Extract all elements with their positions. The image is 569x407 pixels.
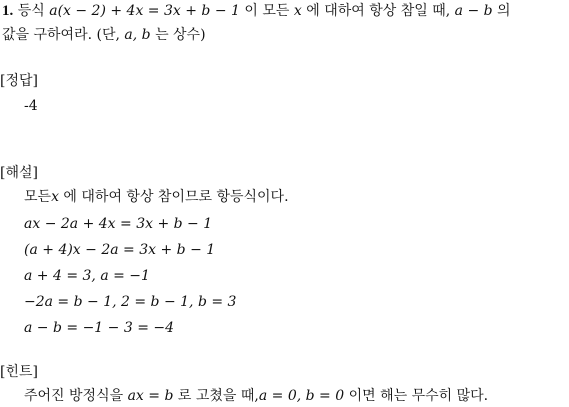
problem-text: 값을 구하여라. (단, xyxy=(2,27,120,43)
problem-equation: a(x − 2) + 4x = 3x + b − 1 xyxy=(49,3,240,19)
explanation-step: a − b = −1 − 3 = −4 xyxy=(24,320,175,336)
hint-condition: a = 0, b = 0 xyxy=(258,388,345,404)
explanation-label: [해설] xyxy=(0,165,38,181)
hint-label: [힌트] xyxy=(0,364,38,380)
problem-line-2 xyxy=(2,26,206,44)
explanation-text: 에 대하여 항상 참이므로 항등식이다. xyxy=(63,189,289,205)
problem-number: 1. xyxy=(2,3,14,19)
hint-text: 주어진 방정식을 xyxy=(24,388,124,404)
explanation-step: a + 4 = 3, a = −1 xyxy=(24,268,150,284)
problem-line-1 xyxy=(2,2,511,20)
hint-equation: ax = b xyxy=(127,388,174,404)
hint-text: 이면 해는 무수히 많다. xyxy=(348,388,489,404)
hint-text: 로 고쳤을 때, xyxy=(177,388,259,404)
problem-text: 이 모든 xyxy=(244,3,290,19)
problem-text: 에 대하여 항상 참일 때, xyxy=(306,3,451,19)
problem-text: 는 상수) xyxy=(155,27,206,43)
explanation-step: ax − 2a + 4x = 3x + b − 1 xyxy=(24,216,213,232)
problem-text: 등식 xyxy=(17,3,45,19)
problem-expression: a − b xyxy=(454,3,493,19)
explanation-step: −2a = b − 1, 2 = b − 1, b = 3 xyxy=(24,294,237,310)
problem-variable: x xyxy=(293,3,302,19)
answer-label: [정답] xyxy=(0,73,38,89)
problem-constants: a, b xyxy=(124,27,151,43)
problem-text: 의 xyxy=(497,3,511,19)
explanation-step: (a + 4)x − 2a = 3x + b − 1 xyxy=(24,242,216,258)
explanation-variable: x xyxy=(51,189,59,205)
explanation-text: 모든 xyxy=(24,189,52,205)
hint-text-line xyxy=(24,387,488,405)
explanation-intro xyxy=(24,188,289,206)
answer-value: -4 xyxy=(24,98,38,114)
